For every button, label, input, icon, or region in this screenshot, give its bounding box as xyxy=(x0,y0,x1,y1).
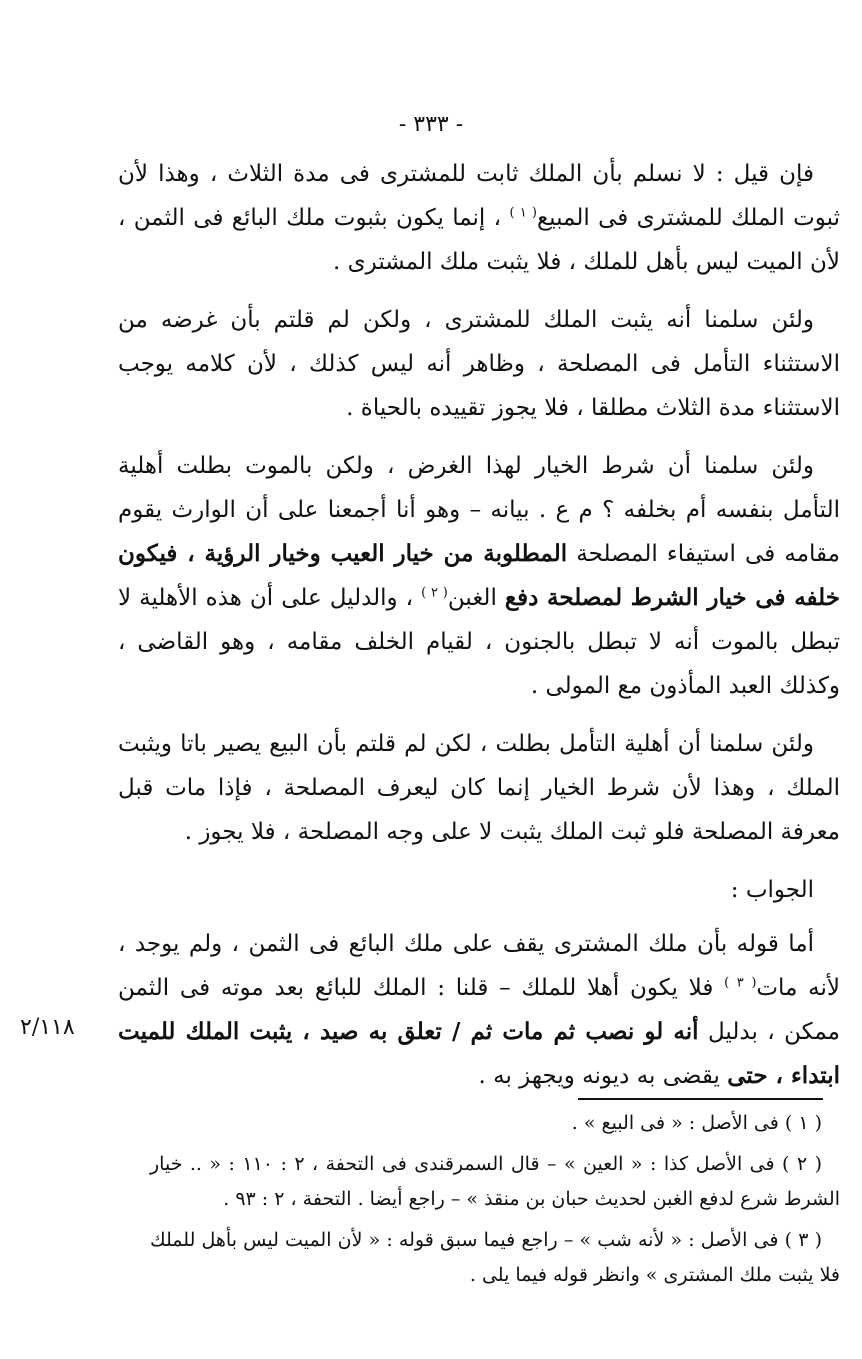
footnote-ref-2: ( ٢ ) xyxy=(421,585,448,601)
footnotes xyxy=(150,1106,840,1299)
footnote-1: ( ١ ) فى الأصل : « فى البيع » . xyxy=(571,1112,822,1134)
paragraph-5-text-b: فلا يكون أهلا للملك – قلنا : الملك للبائع بعد موته فى الثمن ممكن ، بدليل xyxy=(118,975,840,1045)
footnote-ref-1: ( ١ ) xyxy=(509,205,537,221)
paragraph-3-text-a: ولئن سلمنا أن شرط الخيار لهذا الغرض ، ولكن بالموت بطلت أهلية التأمل بنفسه أم بخلفه ؟ م ع . بيانه – وهو أنا أجمعنا على أن الوارث يقوم مقامه فى استيفاء المصلحة xyxy=(118,453,840,567)
paragraph-2: ولئن سلمنا أنه يثبت الملك للمشترى ، ولكن لم قلتم بأن غرضه من الاستثناء التأمل فى المصلحة ، وظاهر أنه ليس كذلك ، لأن كلامه يوجب الاستثناء مدة الثلاث مطلقا ، فلا يجوز تقييده بالحياة . xyxy=(118,307,840,421)
footnote-2: ( ٢ ) فى الأصل كذا : « العين » – قال السمرقندى فى التحفة ، ٢ : ١١٠ : « .. خيار الشرط شرع لدفع الغبن لحديث حبان بن منقذ » – راجع أيضا . التحفة ، ٢ : ٩٣ . xyxy=(150,1153,840,1210)
paragraph-1-text-a: فإن قيل : لا نسلم بأن الملك ثابت للمشترى فى مدة الثلاث ، وهذا لأن ثبوت الملك للمشترى فى المبيع xyxy=(118,161,840,231)
margin-folio-note: ٢/١١٨ xyxy=(20,1015,75,1040)
paragraph-5-text-c: يقضى به ديونه ويجهز به . xyxy=(478,1063,720,1089)
paragraph-3-text-c: ، والدليل على أن هذه الأهلية لا تبطل بالموت أنه لا تبطل بالجنون ، لقيام الخلف مقامه ، وهو القاضى ، وكذلك العبد المأذون مع المولى . xyxy=(118,585,840,699)
paragraph-5 xyxy=(118,922,840,1098)
paragraph-4: ولئن سلمنا أن أهلية التأمل بطلت ، لكن لم قلتم بأن البيع يصير باتا ويثبت الملك ، وهذا لأن شرط الخيار إنما كان ليعرف المصلحة ، فإذا مات قبل معرفة المصلحة فلو ثبت الملك يثبت لا على وجه المصلحة ، فلا يجوز . xyxy=(118,731,840,845)
paragraph-3-text-b: الغبن xyxy=(447,585,497,611)
paragraph-3 xyxy=(118,444,840,708)
paragraph-3-bold: المطلوبة من خيار العيب وخيار الرؤية ، فيكون خلفه فى خيار الشرط لمصلحة دفع xyxy=(118,540,840,611)
paragraph-5-bold: أنه لو نصب ثم مات ثم / تعلق به صيد ، يثبت الملك للميت ابتداء ، حتى xyxy=(118,1018,840,1089)
footnote-divider xyxy=(578,1098,823,1100)
main-text xyxy=(118,152,840,1112)
footnote-ref-3: ( ٣ ) xyxy=(724,975,757,991)
footnote-3: ( ٣ ) فى الأصل : « لأنه شب » – راجع فيما سبق قوله : « لأن الميت ليس بأهل للملك فلا يثبت ملك المشترى » وانظر قوله فيما يلى . xyxy=(150,1229,840,1286)
page-number: - ٣٣٣ - xyxy=(398,112,464,137)
paragraph-1-text-b: ، إنما يكون بثبوت ملك البائع فى الثمن ، لأن الميت ليس بأهل للملك ، فلا يثبت ملك المشترى . xyxy=(118,205,840,275)
answer-heading: الجواب : xyxy=(730,877,814,903)
paragraph-1 xyxy=(118,152,840,284)
paragraph-5-text-a: أما قوله بأن ملك المشترى يقف على ملك البائع فى الثمن ، ولم يوجد ، لأنه مات xyxy=(118,931,840,1001)
